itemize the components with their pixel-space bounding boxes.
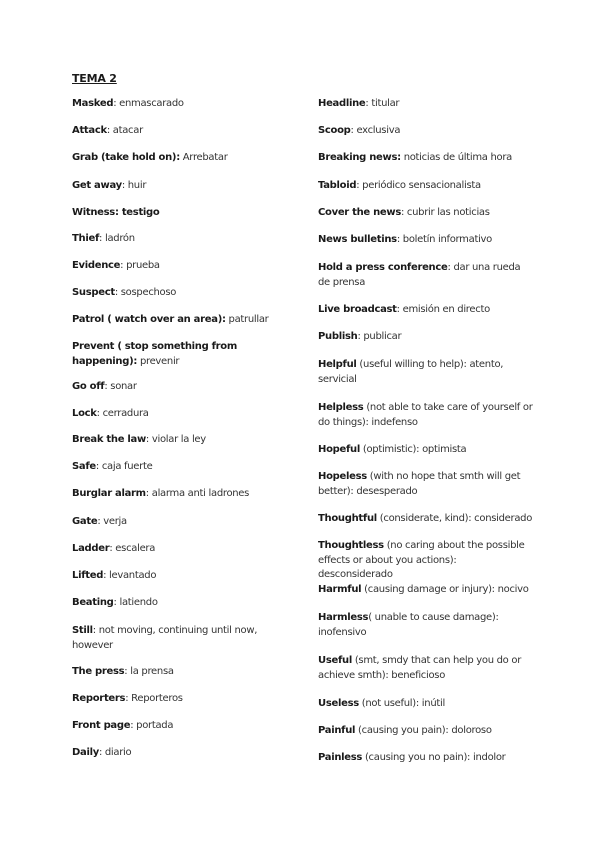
- vocab-entry: [72, 624, 292, 653]
- vocab-definition: (causing damage or injury): nocivo: [361, 584, 529, 595]
- vocab-entry: [318, 151, 533, 166]
- vocab-definition: : cerradura: [96, 408, 149, 419]
- vocab-definition: ( unable to cause damage): inofensivo: [318, 612, 499, 638]
- vocab-entry: [72, 542, 292, 557]
- vocab-definition: : publicar: [357, 331, 402, 342]
- vocab-definition: : portada: [130, 720, 174, 731]
- vocab-term: Evidence: [72, 260, 121, 271]
- vocab-entry: [318, 330, 533, 345]
- vocab-term: Painless: [318, 752, 363, 763]
- vocab-term: Beating: [72, 597, 114, 608]
- vocab-term: Get away: [72, 180, 122, 191]
- vocab-definition: : boletín informativo: [396, 234, 492, 245]
- vocab-entry: [72, 179, 292, 194]
- vocab-term: Scoop: [318, 125, 351, 136]
- vocab-definition: : enmascarado: [113, 98, 184, 109]
- vocab-term: Still: [72, 625, 93, 636]
- vocab-entry: [318, 233, 533, 248]
- vocab-entry: [72, 746, 292, 761]
- vocab-entry: [318, 401, 533, 430]
- vocab-entry: [72, 665, 292, 680]
- vocab-term: Lifted: [72, 570, 104, 581]
- vocab-entry: [318, 654, 533, 683]
- vocab-entry: [318, 724, 533, 739]
- vocab-entry: [72, 515, 292, 530]
- vocab-entry: [318, 358, 533, 387]
- vocab-entry: [72, 340, 292, 369]
- vocab-entry: [318, 583, 533, 598]
- vocab-entry: [72, 206, 292, 221]
- vocab-entry: [318, 124, 533, 139]
- vocab-definition: : titular: [365, 98, 400, 109]
- vocab-term: Patrol ( watch over an area):: [72, 314, 226, 325]
- vocab-definition: : atacar: [106, 125, 143, 136]
- vocab-term: Attack: [72, 125, 107, 136]
- vocab-entry: [72, 692, 292, 707]
- vocab-entry: [72, 433, 292, 448]
- vocab-term: Ladder: [72, 543, 110, 554]
- vocab-definition: prevenir: [137, 355, 180, 367]
- vocab-definition: : la prensa: [124, 666, 174, 677]
- vocab-definition: (not useful): inútil: [358, 698, 445, 709]
- vocab-term: Prevent ( stop something from happening):: [72, 341, 238, 367]
- vocab-entry: [72, 97, 292, 112]
- vocab-term: Front page: [72, 720, 131, 731]
- vocab-term: Masked: [72, 98, 114, 109]
- vocab-definition: (with no hope that smth will get better): desesperado: [318, 471, 521, 497]
- vocab-entry: [72, 286, 292, 301]
- page-title: TEMA 2: [72, 72, 117, 85]
- vocab-term: Breaking news:: [318, 152, 401, 163]
- vocab-term: Hopeful: [318, 444, 360, 455]
- vocab-entry: [318, 261, 533, 290]
- vocab-term: Witness: testigo: [72, 207, 160, 218]
- vocab-term: Gate: [72, 516, 98, 527]
- vocab-term: Publish: [318, 331, 358, 342]
- vocab-entry: [72, 259, 292, 274]
- vocab-definition: : diario: [98, 747, 132, 758]
- vocab-term: Harmless: [318, 612, 369, 623]
- vocab-entry: [72, 380, 292, 395]
- vocab-term: Helpful: [318, 359, 357, 370]
- vocab-entry: [318, 443, 533, 458]
- vocab-entry: [318, 751, 533, 766]
- vocab-term: Hold a press conference: [318, 262, 448, 273]
- vocab-definition: : exclusiva: [350, 125, 401, 136]
- vocab-term: Reporters: [72, 693, 126, 704]
- vocab-entry: [318, 512, 533, 527]
- vocab-definition: : dar una rueda de prensa: [318, 262, 521, 288]
- vocab-definition: (not able to take care of yourself or do things): indefenso: [318, 402, 533, 428]
- vocab-definition: : latiendo: [113, 597, 158, 608]
- vocab-definition: : escalera: [109, 543, 156, 554]
- vocab-definition: : violar la ley: [145, 434, 206, 445]
- vocab-entry: [72, 124, 292, 139]
- vocab-definition: : sonar: [104, 381, 137, 392]
- vocab-definition: : levantado: [103, 570, 157, 581]
- vocab-definition: (useful willing to help): atento, servicial: [318, 359, 504, 385]
- vocab-term: Lock: [72, 408, 97, 419]
- vocab-entry: [318, 97, 533, 112]
- vocab-term: The press: [72, 666, 125, 677]
- vocab-definition: : verja: [97, 516, 127, 527]
- vocab-definition: (smt, smdy that can help you do or achieve smth): beneficioso: [318, 655, 522, 681]
- vocab-term: Painful: [318, 725, 356, 736]
- vocab-entry: [72, 487, 292, 502]
- vocab-term: Hopeless: [318, 471, 367, 482]
- vocab-term: Thief: [72, 233, 100, 244]
- vocab-entry: [72, 460, 292, 475]
- vocab-definition: : cubrir las noticias: [400, 207, 490, 218]
- vocab-term: Safe: [72, 461, 96, 472]
- vocab-entry: [72, 569, 292, 584]
- vocab-entry: [72, 151, 292, 166]
- vocab-term: Grab (take hold on):: [72, 152, 180, 163]
- vocab-definition: : sospechoso: [114, 287, 177, 298]
- vocab-entry: [72, 719, 292, 734]
- vocab-entry: [318, 470, 533, 499]
- vocab-entry: [318, 697, 533, 712]
- vocab-definition: : not moving, continuing until now, however: [72, 625, 258, 651]
- vocab-definition: (considerate, kind): considerado: [376, 513, 533, 524]
- vocab-definition: (causing you no pain): indolor: [362, 752, 506, 763]
- vocab-term: Harmful: [318, 584, 362, 595]
- vocab-term: Useful: [318, 655, 352, 666]
- vocab-definition: : periódico sensacionalista: [356, 180, 481, 191]
- vocab-definition: : emisión en directo: [396, 304, 490, 315]
- vocab-term: Burglar alarm: [72, 488, 146, 499]
- vocab-definition: : Reporteros: [125, 693, 183, 704]
- vocab-entry: [72, 596, 292, 611]
- vocab-entry: [318, 179, 533, 194]
- vocab-entry: [318, 303, 533, 318]
- vocab-term: Helpless: [318, 402, 364, 413]
- vocab-entry: [72, 313, 292, 328]
- vocab-term: Cover the news: [318, 207, 401, 218]
- vocab-term: Thoughtless: [318, 540, 384, 551]
- vocab-definition: : huir: [121, 180, 147, 191]
- vocab-term: Live broadcast: [318, 304, 397, 315]
- vocab-definition: : alarma anti ladrones: [145, 488, 250, 499]
- vocab-entry: [72, 232, 292, 247]
- vocab-term: News bulletins: [318, 234, 397, 245]
- vocab-term: Tabloid: [318, 180, 357, 191]
- vocab-term: Go off: [72, 381, 105, 392]
- vocab-definition: (causing you pain): doloroso: [355, 725, 492, 736]
- vocab-definition: (no caring about the possible effects or about you actions): desconsiderado: [318, 540, 525, 580]
- vocab-definition: : caja fuerte: [95, 461, 153, 472]
- vocab-entry: [318, 539, 533, 583]
- vocab-entry: [318, 611, 533, 640]
- vocab-definition: : ladrón: [99, 233, 135, 244]
- vocab-term: Useless: [318, 698, 359, 709]
- vocab-term: Headline: [318, 98, 366, 109]
- vocab-definition: noticias de última hora: [400, 152, 512, 163]
- vocab-entry: [72, 407, 292, 422]
- vocab-entry: [318, 206, 533, 221]
- vocab-term: Thoughtful: [318, 513, 377, 524]
- vocab-definition: : prueba: [120, 260, 160, 271]
- vocab-definition: patrullar: [225, 314, 269, 325]
- vocab-term: Break the law: [72, 434, 146, 445]
- vocab-term: Suspect: [72, 287, 115, 298]
- vocab-term: Daily: [72, 747, 99, 758]
- vocab-definition: (optimistic): optimista: [359, 444, 467, 455]
- vocab-definition: Arrebatar: [179, 152, 228, 163]
